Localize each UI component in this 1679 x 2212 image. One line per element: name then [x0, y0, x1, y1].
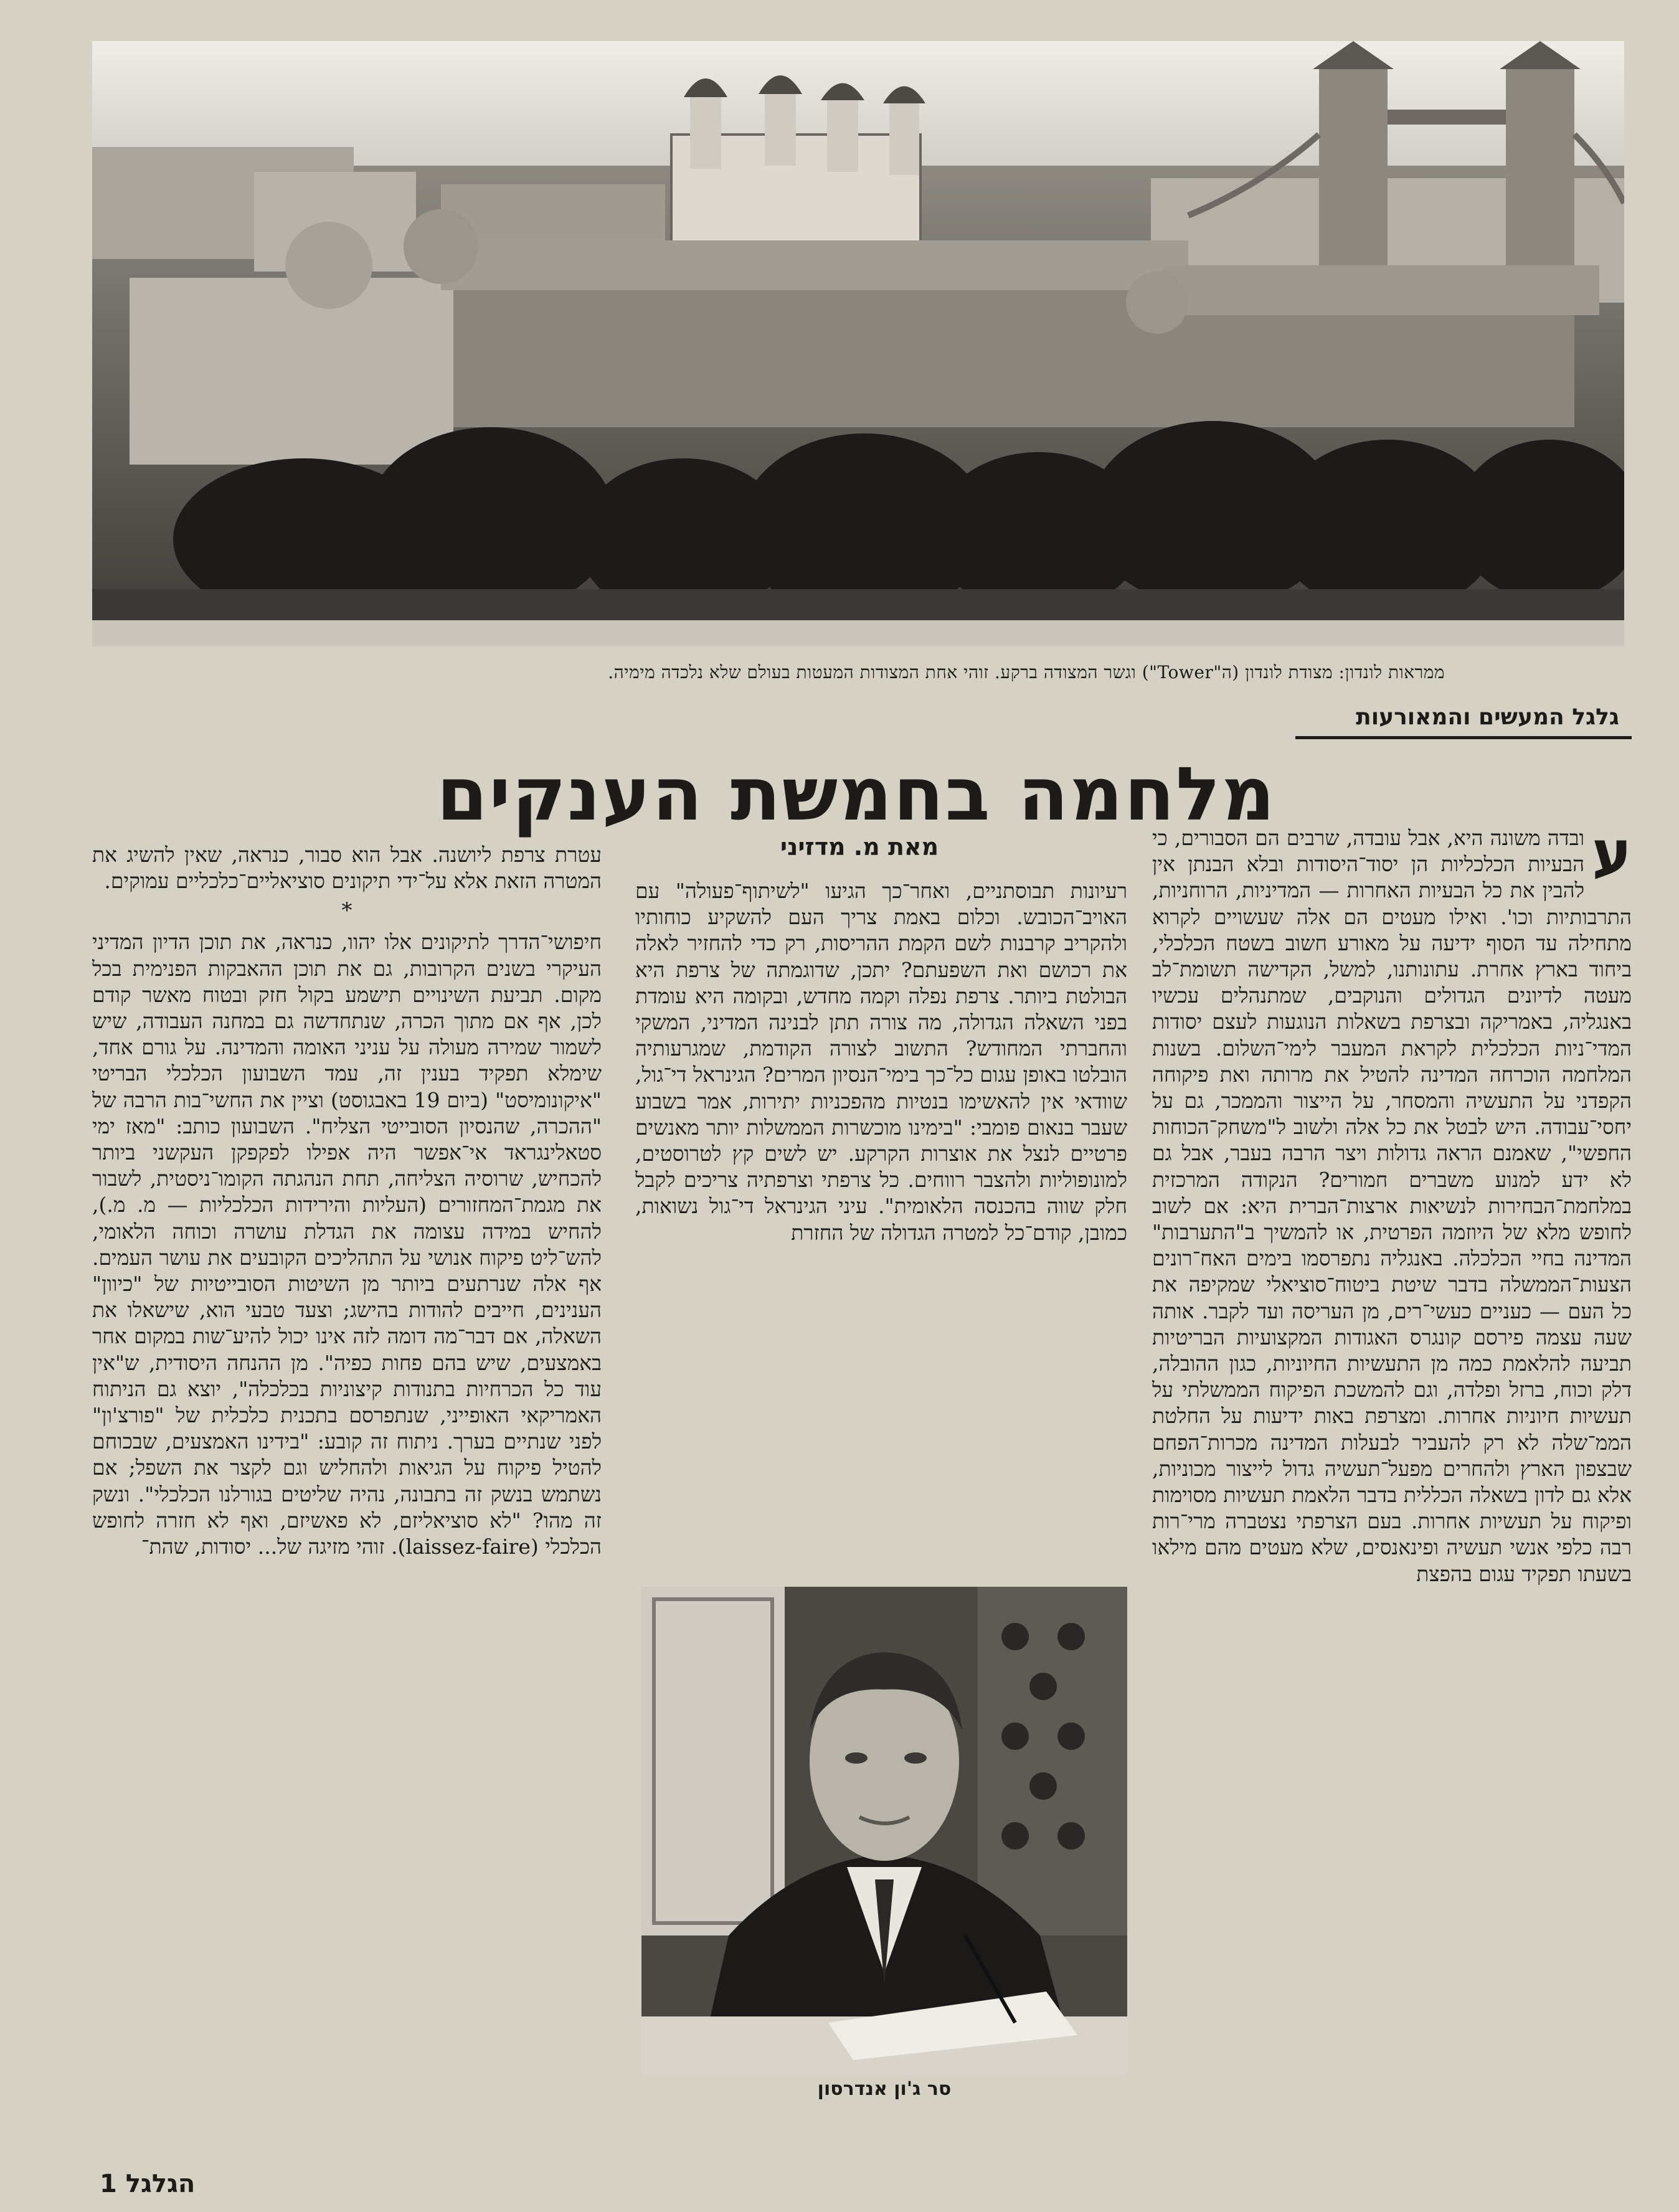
article-column-left: [92, 842, 602, 2125]
paragraph: ובדה משונה היא, אבל עובדה, שרבים הם הסבורים, כי הבעיות הכלכליות הן יסוד־היסודות ובלא הבנתן אין להבין את כל הבעיות האחרות — המדיניות, הרוחניות, התרבותיות וכו'. ואילו מעטים הם אלה שעשויים לקרוא מתחילה עד הסוף ידיעה על מאורע חשוב בשטח הכלכלי, ביחוד בארץ אחרת. עתונותנו, למשל, הקדישה תשומת־לב מעטה לדיונים הגדולים והנוקבים, שמתנהלים עכשיו באנגליה, באמריקה ובצרפת בשאלות הנוגעות לעצם יסודות המדי־ניות הכלכלית לקראת המעבר לימי־השלום. בשנות המלחמה הוכרחה המדינה להטיל את מרותה ואת פיקוחה הקפדני על התעשיה והמסחר, על הייצור והממכר, גם על יחסי־עבודה. היש לבטל את כל אלה ולשוב ל"משחק־הכוחות החפשי", שאמנם הראה גדולות ויצר הרבה בעבר, אבל גם לא ידע למנוע משברים חמורים? הנקודה המרכזית במלחמת־הבחירות לנשיאות ארצות־הברית היא: אם לשוב לחופש מלא של היוזמה הפרטית, או להמשיך ב"התערבות" המדינה בחיי הכלכלה. באנגליה נתפרסמו בימים האח־רונים הצעות־הממשלה בדבר שיטת ביטוח־סוציאלי שמקיפה את כל העם — כעניים כעשי־רים, מן העריסה ועד לקבר. אותה שעה עצמה פירסם קונגרס האגודות המקצועיות הבריטיות תביעה להלאמת כמה מן התעשיות החיוניות, כגון ההובלה, דלק וכוח, ברזל ופלדה, וגם להמשכת הפיקוח הממשלתי על תעשיות חיוניות אחרות. ומצרפת באות ידיעות על החלטת הממ־שלה לא רק להעביר לבעלות המדינה מכרות־הפחם שבצפון הארץ ולהחרים מפעל־תעשיה גדול לייצור מכוניות, אלא גם לדון בשאלה הכללית בדבר הלאמת תעשיות מסוימות ופיקוח על תעשיות אחרות. בעם הצרפתי נצטברה מרי־רות רבה כלפי אנשי תעשיה ופינאנסים, שלא מעטים מהם מילאו בשעתו תפקיד עגום בהפצת: [1152, 826, 1632, 1586]
article-column-middle: [635, 878, 1127, 1476]
section-separator: *: [341, 898, 352, 924]
photo-caption: ממראות לונדון: מצודת לונדון (ה"Tower") וגשר המצודה ברקע. זוהי אחת המצודות המעטות בעולם שלא נלכדה מימיה.: [608, 662, 1445, 683]
section-label: גלגל המעשים והמאורעות: [1356, 704, 1619, 730]
paragraph: עטרת צרפת ליושנה. אבל הוא סבור, כנראה, שאין להשיג את המטרה הזאת אלא על־ידי תיקונים סוציאליים־כלכליים עמוקים.: [92, 843, 602, 894]
article-column-right: [1152, 825, 1632, 2096]
article-title: מלחמה בחמשת הענקים: [437, 751, 1276, 837]
portrait-caption: סר ג'ון אנדרסון: [817, 2078, 952, 2100]
portrait-illustration: [641, 1587, 1127, 2074]
tower-of-london-photo: [92, 41, 1624, 646]
article-byline: מאת מ. מדזיני: [780, 833, 939, 861]
page-footer: הגלגל 1: [100, 2170, 196, 2198]
paragraph: חיפושי־הדרך לתיקונים אלו יהוו, כנראה, את תוכן הדיון המדיני העיקרי בשנים הקרובות, גם את תוכן ההאבקות הפנימית בכל מקום. תביעת השינויים תישמע בקול חזק ובטוח מאשר קודם לכן, אף אם מתוך הכרה, שנתחדשה גם במחנה העבודה, שיש לשמור שמירה מעולה על עניני האומה והמדינה. על גורם אחד, שימלא תפקיד בענין זה, עמד השבועון הכלכלי הבריטי "איקונומיסט" (ביום 19 באבגוסט) וציין את החשי־בות הרבה של "ההכרה, שהנסיון הסובייטי הצליח". השבועון כותב: "מאז ימי סטאלינגראד אי־אפשר היה אפילו לפקפקן העקשני ביותר להכחיש, שרוסיה הצליחה, תחת הנהגתה הקומו־ניסטית, לשבור את מגמת־המחזורים (העליות והירידות הכלכליות — מ. מ.), להחיש במידה עצומה את הגדלת עושרה וכוחה הלאומי, להש־ליט פיקוח אנושי על התהליכים הקובעים את עושר העמים. אף אלה שנרתעים ביותר מן השיטות הסובייטיות של "כיוון" הענינים, חייבים להודות בהישג; וצעד טבעי הוא, שישאלו את השאלה, אם דבר־מה דומה לזה אינו יכול להיע־שות במקום אחר באמצעים, שיש בהם פחות כפיה". מן ההנחה היסודית, ש"אין עוד כל הכרחיות בתנודות קיצוניות בכלכלה", יוצא גם הניתוח האמריקאי האופייני, שנתפרסם בתכנית כלכלית של "פורצ'ון" לפני שנתיים בערך. ניתוח זה קובע: "בידינו האמצעים, שבכוחם להטיל פיקוח על הגיאות ולהחליש וגם לקצר את השפל; אם נשתמש בנשק זה בתבונה, נהיה שליטים בגורלנו הכלכלי". ונשק זה מהו? "לא סוציאליזם, לא פאשיזם, ואף לא חזרה לחופש הכלכלי (laissez-faire). זוהי מזיגה של... יסודות, שהת־: [92, 930, 602, 1559]
paragraph: רעיונות תבוסתניים, ואחר־כך הגיעו "לשיתוף־פעולה" עם האויב־הכובש. וכלום באמת צריך העם להשקיע כוחותיו ולהקריב קרבנות לשם הקמת ההריסות, רק כדי להחזיר לאלה את רכושם ואת השפעתם? יתכן, שדוגמתה של צרפת היא הבולטת ביותר. צרפת נפלה וקמה מחדש, ובקומה היא עומדת בפני השאלה הגדולה, מה צורה תתן לבנינה המדיני, המשקי והחברתי המחודש? התשוב לצורה הקודמת, שמגרעותיה הובלטו באופן עגום כל־כך בימי־הנסיון המרים? הגינראל די־גול, שוודאי אין להאשימו בנטיות מהפכניות יתירות, אמר בשבוע שעבר בנאום פומבי: "בימינו מוכשרות הממשלות יותר מאנשים פרטיים לנצל את אוצרות הקרקע. יש לשים קץ לטרוסטים, למונופוליות ולהצבר רווחים. כל צרפתי וצרפתיה צריכים לקבל חלק שווה בהכנסה הלאומית". עיני הגינראל די־גול נשואות, כמובן, קודם־כל למטרה הגדולה של החזרת: [635, 879, 1127, 1245]
portrait-photo: [641, 1587, 1127, 2074]
drop-cap: ע: [1592, 825, 1632, 887]
section-divider: [1295, 736, 1632, 739]
tower-of-london-illustration: [92, 41, 1624, 646]
